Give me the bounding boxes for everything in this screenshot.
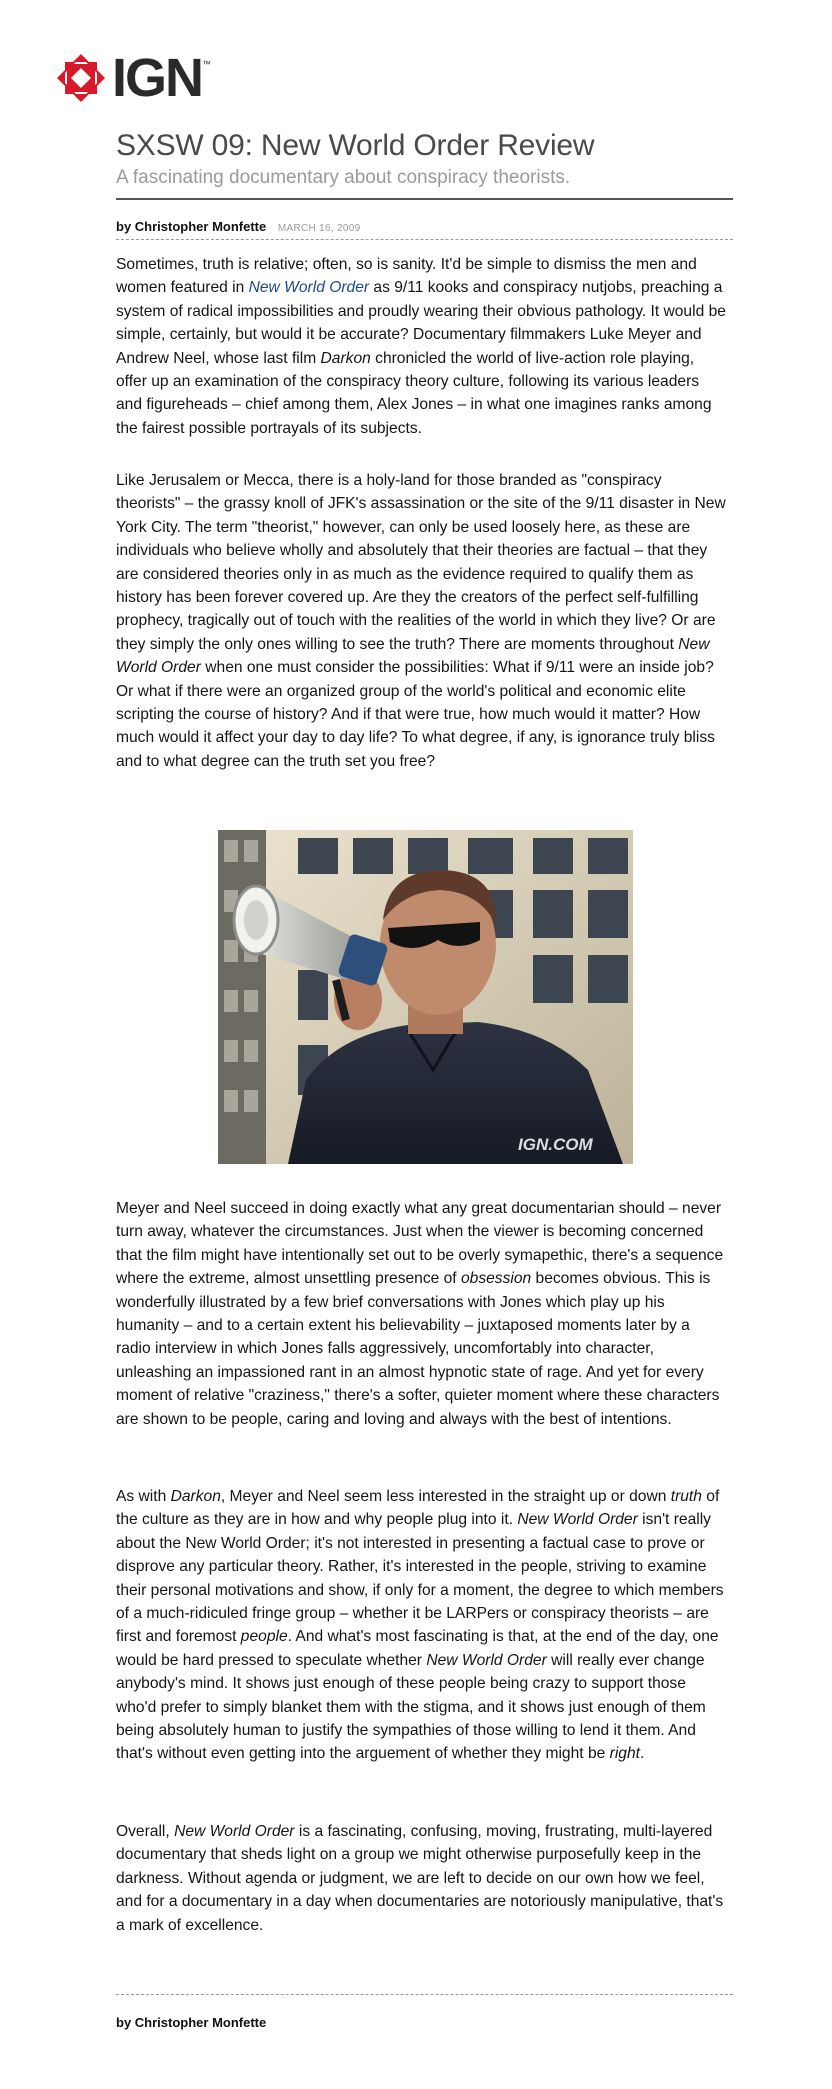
p1-emphasis-darkon: Darkon [320,349,371,367]
paragraph-3 [116,1197,728,1431]
title-divider [116,198,733,200]
p4-emphasis-film-1: New World Order [517,1511,638,1529]
p5-text-a: Overall, [116,1823,175,1840]
byline-prefix: by [116,219,135,234]
ign-logo-mark-icon [56,53,106,103]
ign-logo[interactable] [56,48,212,108]
logo-wordmark: IGN [112,48,203,108]
p3-text-a: Meyer and Neel succeed in doing exactly what any great documentarian should – never turn away, whatever the circumstances. Just when the viewer is becoming concerned that the film might have intentionally set out to be overly symapethic, there's a sequence where the extreme, almost unsettling presence of [116,1200,724,1288]
man-with-megaphone-photo-icon [218,830,633,1164]
p4-text-c: , Meyer and Neel seem less interested in the straight up or down [220,1488,671,1505]
footer-byline-prefix: by [116,2015,135,2030]
author-link[interactable]: Christopher Monfette [134,219,267,234]
footer-byline [116,2015,266,2030]
p2-emphasis-film: New World Order [116,635,710,677]
p5-emphasis-film: New World Order [174,1823,295,1840]
byline-divider [116,239,733,240]
article-title: SXSW 09: New World Order Review [116,129,595,162]
p4-emphasis-truth: truth [670,1488,702,1505]
p4-emphasis-film-2: New World Order [426,1651,547,1669]
logo-trademark: ™ [202,59,212,69]
p1-text-e: chronicled the world of live-action role playing, offer up an examination of the conspiracy theory culture, following its various leaders and figureheads – chief among them, Alex Jones – in what one imagines ranks among the fairest possible portrayals of its subjects. [116,349,712,437]
p2-text-a: Like Jerusalem or Mecca, there is a holy-land for those branded as "conspiracy theorists" – the grassy knoll of JFK's assassination or the site of the 9/11 disaster in New York City. The term "theorist," however, can only be used loosely here, as these are individuals who believe wholly and absolutely that their theories are factual – that they are considered theories only in as much as the evidence required to qualify them as history has been forever covered up. Are they the creators of the perfect self-fulfilling prophecy, tragically out of touch with the realities of the world in which they live? Or are they simply the only ones willing to see the truth? There are moments throughout [116,472,726,653]
byline [116,219,360,237]
paragraph-4 [116,1485,728,1766]
p4-emphasis-people: people [240,1628,288,1646]
image-watermark: IGN.COM [518,1135,593,1154]
p5-text-c: is a fascinating, confusing, moving, frustrating, multi-layered documentary that sheds light on a group we might otherwise purposefully keep in the darkness. Without agenda or judgment, we are left to decide on our own how we feel, and for a documentary in a day when documentaries are notoriously manipulative, that's a mark of excellence. [116,1823,724,1934]
p3-text-c: becomes obvious. This is wonderfully illustrated by a few brief conversations with Jones which play up his humanity – and to a certain extent his believability – juxtaposed moments later by a radio interview in which Jones falls aggressively, uncomfortably into character, unleashing an impassioned rant in an almost hypnotic state of rage. And yet for every moment of relative "craziness," there's a softer, quieter moment where these characters are shown to be people, caring and loving and always with the best of intentions. [116,1270,720,1428]
paragraph-2 [116,469,728,773]
p4-emphasis-right: right [609,1745,640,1763]
footer-author-link[interactable]: Christopher Monfette [134,2015,267,2030]
paragraph-5 [116,1820,728,1937]
publish-date: MARCH 16, 2009 [277,223,361,234]
p2-text-c: when one must consider the possibilities: What if 9/11 were an inside job? Or what if there were an organized group of the world's political and economic elite scripting the course of history? And if that were true, how much would it matter? How much would it affect your day to day life? To what degree, if any, is ignorance truly bliss and to what degree can the truth set you free? [116,659,715,770]
p4-text-a: As with [116,1488,171,1505]
article-image[interactable] [218,830,633,1164]
paragraph-1 [116,253,728,440]
film-title-link[interactable]: New World Order [248,279,370,297]
p4-text-g: isn't really about the New World Order; it's not interested in presenting a factual case to prove or disprove any particular theory. Rather, it's interested in the people, striving to examine their personal motivations and show, if only for a moment, the degree to which members of a much-ridiculed fringe group – whether it be LARPers or conspiracy theorists – are first and foremost [116,1511,724,1646]
p1-text-c: as 9/11 kooks and conspiracy nutjobs, preaching a system of radical impossibilities and proudly wearing their obvious pathology. It would be simple, certainly, but would it be accurate? Documentary filmmakers Luke Meyer and Andrew Neel, whose last film [116,279,726,367]
p4-emphasis-darkon: Darkon [170,1488,221,1505]
p4-text-k: will really ever change anybody's mind. It shows just enough of these people being crazy to support those who'd prefer to simply blanket them with the stigma, and it shows just enough of them being absolutely human to justify the sympathies of those willing to lend it them. And that's without even getting into the arguement of whether they might be [116,1651,706,1763]
p4-text-e: of the culture as they are in how and why people plug into it. [116,1488,720,1529]
p1-text-a: Sometimes, truth is relative; often, so is sanity. It'd be simple to dismiss the men and women featured in [116,256,697,297]
p4-text-m: . [639,1745,645,1763]
article-subtitle: A fascinating documentary about conspiracy theorists. [116,167,571,188]
p4-text-i: . And what's most fascinating is that, at the end of the day, one would be hard pressed to speculate whether [116,1628,719,1669]
p3-emphasis-obsession: obsession [460,1270,532,1288]
footer-divider [116,1994,733,1995]
